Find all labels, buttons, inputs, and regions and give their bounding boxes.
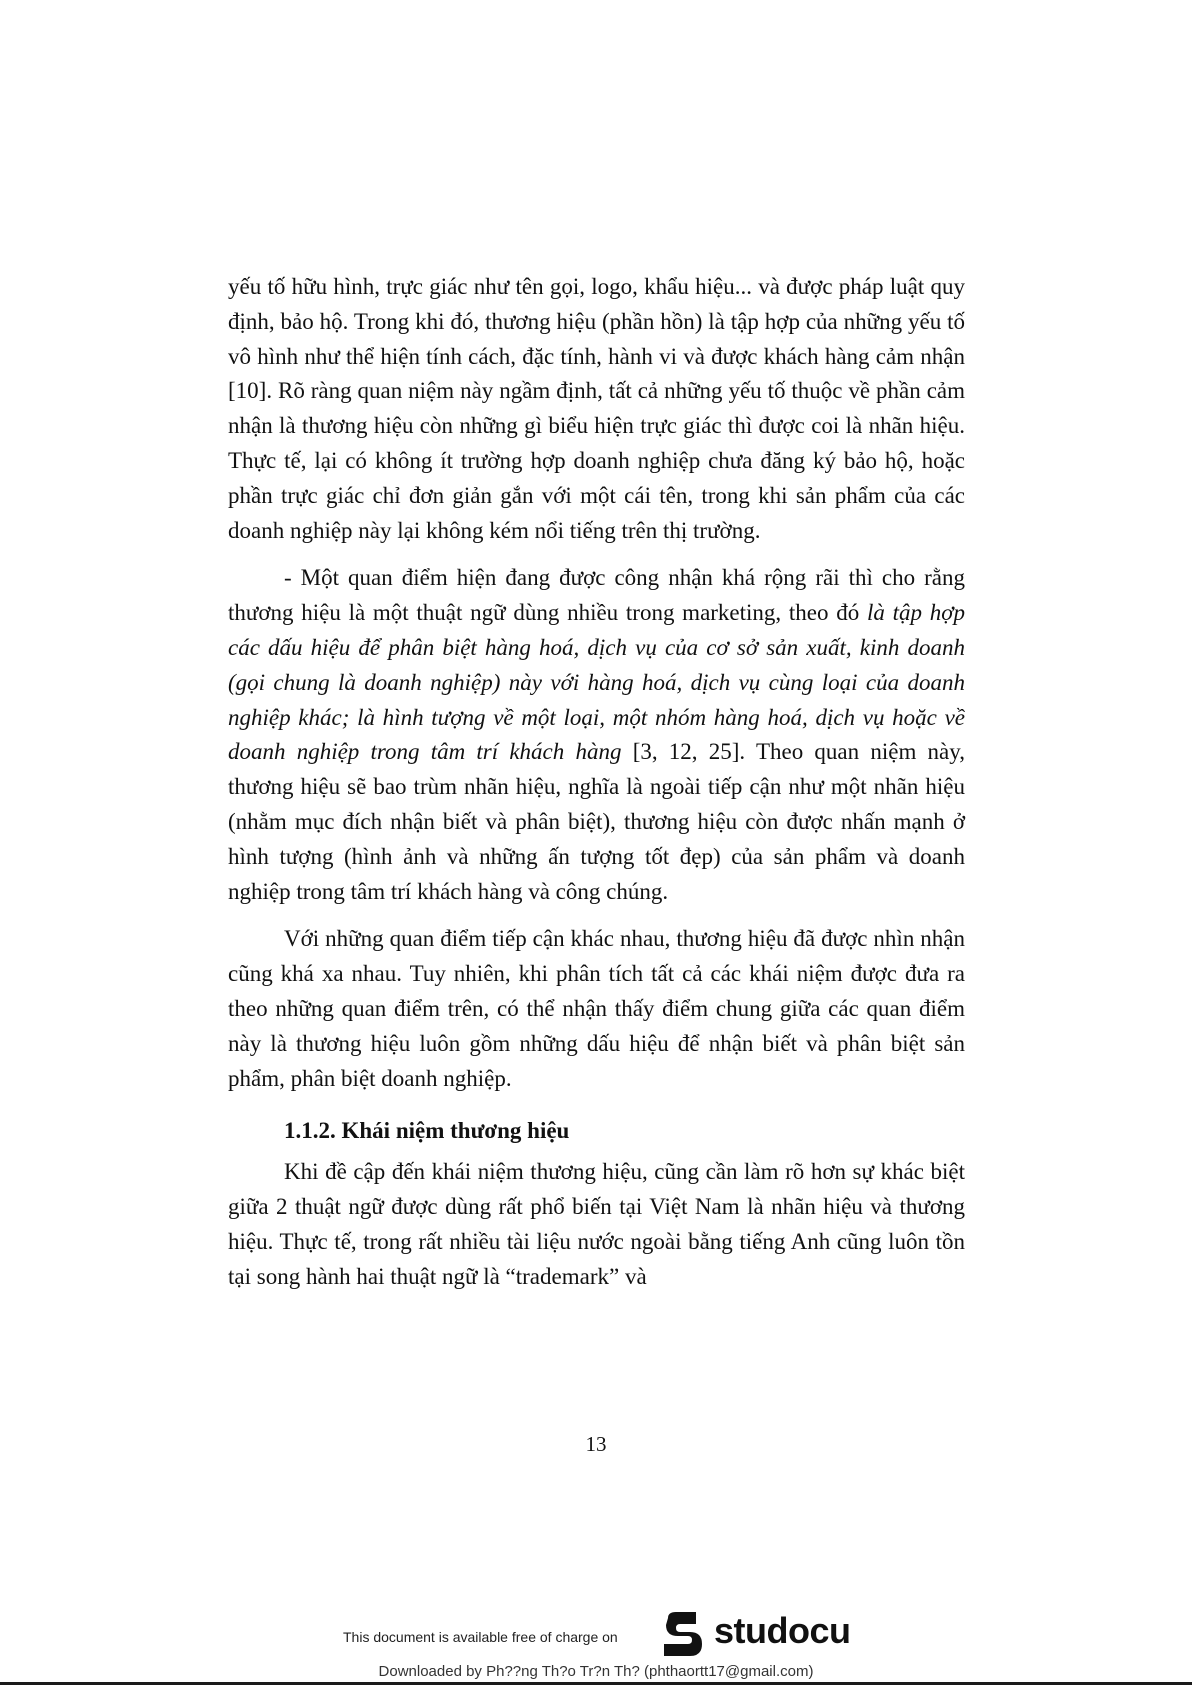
- paragraph-3: Với những quan điểm tiếp cận khác nhau, thương hiệu đã được nhìn nhận cũng khá xa nhau. Tuy nhiên, khi phân tích tất cả các khái niệm được đưa ra theo những quan điểm trên, có thể nhận thấy điểm chung giữa các quan điểm này là thương hiệu luôn gồm những dấu hiệu để nhận biết và phân biệt sản phẩm, phân biệt doanh nghiệp.: [228, 926, 965, 1091]
- studocu-logo-icon[interactable]: [658, 1610, 708, 1660]
- paragraph-1: yếu tố hữu hình, trực giác như tên gọi, logo, khẩu hiệu... và được pháp luật quy định, bảo hộ. Trong khi đó, thương hiệu (phần hồn) là tập hợp của những yếu tố vô hình như thể hiện tính cách, đặc tính, hành vi và được khách hàng cảm nhận [10]. Rõ ràng quan niệm này ngầm định, tất cả những yếu tố thuộc về phần cảm nhận là thương hiệu còn những gì biểu hiện trực giác thì được coi là nhãn hiệu. Thực tế, lại có không ít trường hợp doanh nghiệp chưa đăng ký bảo hộ, hoặc phần trực giác chỉ đơn giản gắn với một cái tên, trong khi sản phẩm của các doanh nghiệp này lại không kém nổi tiếng trên thị trường.: [228, 274, 965, 543]
- section-heading: 1.1.2. Khái niệm thương hiệu: [284, 1118, 570, 1144]
- availability-note: This document is available free of charge on: [343, 1629, 618, 1645]
- paragraph-2-italic-definition: là tập hợp các dấu hiệu để phân biệt hàng hoá, dịch vụ của cơ sở sản xuất, kinh doanh (gọi chung là doanh nghiệp) này với hàng hoá, dịch vụ cùng loại của doanh nghiệp khác; là hình tượng về một loại, một nhóm hàng hoá, dịch vụ hoặc về doanh nghiệp trong tâm trí khách hàng: [228, 600, 965, 765]
- download-attribution: Downloaded by Ph??ng Th?o Tr?n Th? (phthaortt17@gmail.com): [378, 1663, 814, 1680]
- page-number: 13: [585, 1432, 607, 1456]
- footer-branding: [0, 1604, 1192, 1660]
- paragraph-2-end: [3, 12, 25]. Theo quan niệm này, thương hiệu sẽ bao trùm nhãn hiệu, nghĩa là ngoài tiếp cận như một nhãn hiệu (nhằm mục đích nhận biết và phân biệt), thương hiệu còn được nhấn mạnh ở hình tượng (hình ảnh và những ấn tượng tốt đẹp) của sản phẩm và doanh nghiệp trong tâm trí khách hàng và công chúng.: [228, 739, 966, 904]
- studocu-footer: [0, 1590, 1192, 1685]
- paragraph-4: Khi đề cập đến khái niệm thương hiệu, cũng cần làm rõ hơn sự khác biệt giữa 2 thuật ngữ được dùng rất phổ biến tại Việt Nam là nhãn hiệu và thương hiệu. Thực tế, trong rất nhiều tài liệu nước ngoài bằng tiếng Anh cũng luôn tồn tại song hành hai thuật ngữ là “trademark” và: [228, 1159, 965, 1289]
- paragraph-2-start: - Một quan điểm hiện đang được công nhận khá rộng rãi thì cho rằng thương hiệu là một thuật ngữ dùng nhiều trong marketing, theo đó: [228, 565, 965, 626]
- studocu-wordmark[interactable]: studocu: [714, 1610, 851, 1651]
- body-text: [228, 270, 965, 1294]
- paragraph-2: [228, 561, 965, 909]
